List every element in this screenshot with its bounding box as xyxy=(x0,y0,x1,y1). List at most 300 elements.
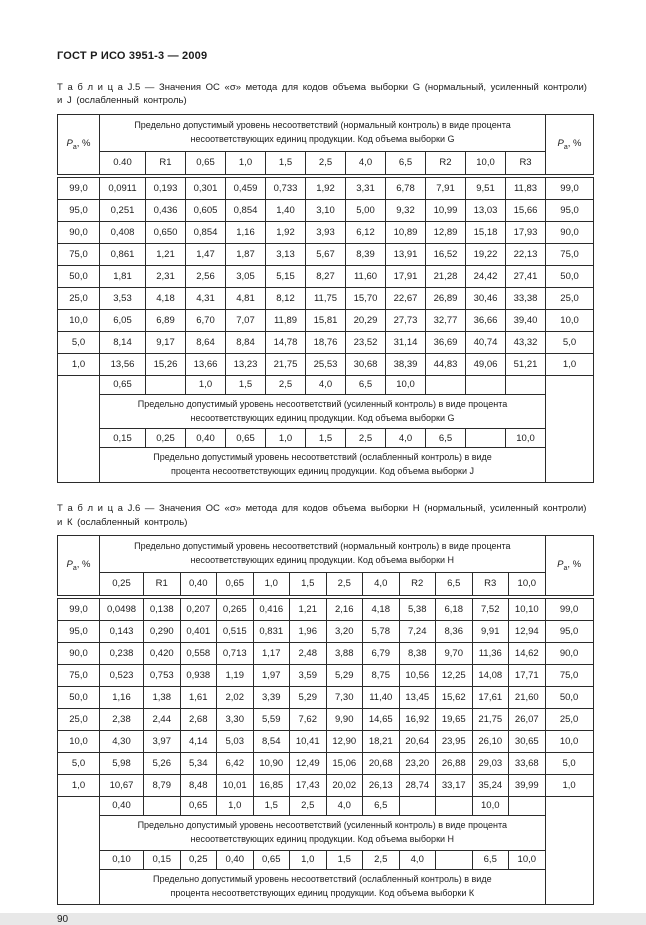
oc-value-cell: 1,16 xyxy=(100,686,144,708)
pa-value-cell: 95,0 xyxy=(58,620,100,642)
oc-value-cell: 7,24 xyxy=(399,620,436,642)
pa-value-cell: 10,0 xyxy=(546,309,594,331)
aql-code-cell xyxy=(144,796,181,815)
aql-code-cell: 1,5 xyxy=(290,572,327,597)
oc-value-cell: 29,03 xyxy=(472,752,509,774)
aql-code-cell: 10,0 xyxy=(506,429,546,448)
table-j5-title-line1: Т а б л и ц а J.5 — Значения ОС «σ» метода для кодов объема выборки G (нормальный, усиленный контроли) xyxy=(57,82,587,93)
aql-code-cell xyxy=(466,429,506,448)
oc-value-cell: 1,47 xyxy=(186,243,226,265)
oc-value-cell: 0,713 xyxy=(217,642,254,664)
oc-value-cell: 0,143 xyxy=(100,620,144,642)
oc-value-cell: 11,36 xyxy=(472,642,509,664)
table-row xyxy=(58,597,594,621)
aql-code-cell: 4,0 xyxy=(306,375,346,394)
oc-value-cell: 0,854 xyxy=(226,199,266,221)
aql-code-cell: 0,25 xyxy=(180,850,217,869)
table-row xyxy=(58,199,594,221)
pa-value-cell: 90,0 xyxy=(545,642,593,664)
pa-value-cell: 1,0 xyxy=(545,774,593,796)
aql-code-cell: 10,0 xyxy=(386,375,426,394)
oc-value-cell: 15,66 xyxy=(506,199,546,221)
empty-pa-cell xyxy=(58,796,100,904)
aql-code-cell: 1,5 xyxy=(226,375,266,394)
oc-value-cell: 30,68 xyxy=(346,353,386,375)
pa-value-cell: 75,0 xyxy=(58,664,100,686)
oc-value-cell: 10,89 xyxy=(386,221,426,243)
pa-column-header: $P_a$, % xyxy=(58,535,100,597)
oc-value-cell: 7,07 xyxy=(226,309,266,331)
oc-value-cell: 3,93 xyxy=(306,221,346,243)
oc-value-cell: 4,18 xyxy=(363,597,400,621)
oc-value-cell: 0,459 xyxy=(226,176,266,200)
oc-value-cell: 14,65 xyxy=(363,708,400,730)
oc-value-cell: 1,61 xyxy=(180,686,217,708)
oc-value-cell: 15,18 xyxy=(466,221,506,243)
oc-value-cell: 11,60 xyxy=(346,265,386,287)
oc-value-cell: 9,91 xyxy=(472,620,509,642)
oc-value-cell: 0,416 xyxy=(253,597,290,621)
aql-code-cell: 0,40 xyxy=(217,850,254,869)
oc-value-cell: 5,29 xyxy=(290,686,327,708)
table-row xyxy=(58,730,594,752)
oc-value-cell: 51,21 xyxy=(506,353,546,375)
aql-code-cell: 0.40 xyxy=(100,151,146,176)
oc-value-cell: 8,36 xyxy=(436,620,473,642)
oc-value-cell: 5,03 xyxy=(217,730,254,752)
oc-value-cell: 6,42 xyxy=(217,752,254,774)
oc-value-cell: 0,436 xyxy=(146,199,186,221)
aql-code-cell xyxy=(509,796,546,815)
oc-value-cell: 26,07 xyxy=(509,708,546,730)
reduced-control-header: Предельно допустимый уровень несоответствий (ослабленный контроль) в виде процента несоответствующих единиц продукции. Код объема выборки J xyxy=(100,448,546,483)
oc-value-cell: 4,30 xyxy=(100,730,144,752)
reduced-codes-row xyxy=(58,850,594,869)
oc-value-cell: 8,75 xyxy=(363,664,400,686)
aql-code-cell: 2,5 xyxy=(306,151,346,176)
aql-code-cell: 6,5 xyxy=(363,796,400,815)
oc-value-cell: 8,64 xyxy=(186,331,226,353)
aql-code-cell: 1,0 xyxy=(253,572,290,597)
oc-value-cell: 4,18 xyxy=(146,287,186,309)
oc-value-cell: 18,76 xyxy=(306,331,346,353)
oc-value-cell: 24,42 xyxy=(466,265,506,287)
oc-value-cell: 3,53 xyxy=(100,287,146,309)
pa-value-cell: 25,0 xyxy=(58,287,100,309)
aql-code-cell: 0,40 xyxy=(186,429,226,448)
oc-value-cell: 12,90 xyxy=(326,730,363,752)
aql-code-cell: 1,5 xyxy=(266,151,306,176)
oc-value-cell: 1,17 xyxy=(253,642,290,664)
table-j6-title-line1: Т а б л и ц а J.6 — Значения ОС «σ» метода для кодов объема выборки Н (нормальный, усиленный контроли) xyxy=(57,503,587,515)
page-number: 90 xyxy=(57,913,69,925)
oc-value-cell: 3,59 xyxy=(290,664,327,686)
oc-value-cell: 21,75 xyxy=(472,708,509,730)
aql-code-cell: 2,5 xyxy=(346,429,386,448)
oc-value-cell: 11,75 xyxy=(306,287,346,309)
oc-value-cell: 26,10 xyxy=(472,730,509,752)
oc-value-cell: 0,515 xyxy=(217,620,254,642)
aql-code-cell: 0,65 xyxy=(217,572,254,597)
reduced-control-header: Предельно допустимый уровень несоответствий (ослабленный контроль) в виде процента несоответствующих единиц продукции. Код объема выборки К xyxy=(100,869,546,904)
oc-value-cell: 7,30 xyxy=(326,686,363,708)
pa-value-cell: 1,0 xyxy=(58,774,100,796)
oc-value-cell: 5,00 xyxy=(346,199,386,221)
aql-code-cell: R2 xyxy=(399,572,436,597)
oc-value-cell: 0,831 xyxy=(253,620,290,642)
table-j6-title xyxy=(57,502,593,529)
table-j6 xyxy=(57,535,594,905)
empty-pa-cell xyxy=(58,375,100,483)
oc-value-cell: 39,40 xyxy=(506,309,546,331)
pa-value-cell: 50,0 xyxy=(58,265,100,287)
table-j5-title-line2: и J (ослабленный контроль) xyxy=(57,95,187,107)
oc-value-cell: 40,74 xyxy=(466,331,506,353)
oc-value-cell: 0,523 xyxy=(100,664,144,686)
pa-column-header: $P_a$, % xyxy=(545,535,593,597)
aql-code-cell: R1 xyxy=(144,572,181,597)
oc-value-cell: 5,26 xyxy=(144,752,181,774)
aql-code-cell: 10,0 xyxy=(472,796,509,815)
tightened-codes-row xyxy=(58,375,594,394)
oc-value-cell: 1,81 xyxy=(100,265,146,287)
oc-value-cell: 14,78 xyxy=(266,331,306,353)
oc-value-cell: 1,16 xyxy=(226,221,266,243)
oc-value-cell: 13,56 xyxy=(100,353,146,375)
oc-value-cell: 2,31 xyxy=(146,265,186,287)
pa-value-cell: 99,0 xyxy=(58,176,100,200)
oc-value-cell: 5,98 xyxy=(100,752,144,774)
oc-value-cell: 8,38 xyxy=(399,642,436,664)
oc-value-cell: 20,02 xyxy=(326,774,363,796)
oc-value-cell: 13,23 xyxy=(226,353,266,375)
oc-value-cell: 0,854 xyxy=(186,221,226,243)
aql-code-cell: 10,0 xyxy=(509,850,546,869)
oc-value-cell: 3,31 xyxy=(346,176,386,200)
oc-value-cell: 0,251 xyxy=(100,199,146,221)
pa-value-cell: 75,0 xyxy=(545,664,593,686)
oc-value-cell: 0,301 xyxy=(186,176,226,200)
pa-value-cell: 25,0 xyxy=(58,708,100,730)
table-row xyxy=(58,265,594,287)
oc-value-cell: 6,12 xyxy=(346,221,386,243)
pa-value-cell: 90,0 xyxy=(546,221,594,243)
aql-code-cell: 4,0 xyxy=(363,572,400,597)
pa-value-cell: 95,0 xyxy=(58,199,100,221)
oc-value-cell: 5,78 xyxy=(363,620,400,642)
aql-code-cell: 2,5 xyxy=(290,796,327,815)
oc-value-cell: 36,66 xyxy=(466,309,506,331)
oc-value-cell: 19,65 xyxy=(436,708,473,730)
oc-value-cell: 0,290 xyxy=(144,620,181,642)
aql-code-cell xyxy=(399,796,436,815)
oc-value-cell: 44,83 xyxy=(426,353,466,375)
oc-value-cell: 27,73 xyxy=(386,309,426,331)
aql-code-cell: 10,0 xyxy=(509,572,546,597)
oc-value-cell: 12,94 xyxy=(509,620,546,642)
oc-value-cell: 15,62 xyxy=(436,686,473,708)
oc-value-cell: 9,90 xyxy=(326,708,363,730)
oc-value-cell: 8,84 xyxy=(226,331,266,353)
pa-value-cell: 95,0 xyxy=(545,620,593,642)
oc-value-cell: 6,70 xyxy=(186,309,226,331)
pa-value-cell: 50,0 xyxy=(58,686,100,708)
aql-code-cell: R2 xyxy=(426,151,466,176)
table-row xyxy=(58,774,594,796)
oc-value-cell: 19,22 xyxy=(466,243,506,265)
oc-value-cell: 1,38 xyxy=(144,686,181,708)
oc-value-cell: 30,65 xyxy=(509,730,546,752)
oc-value-cell: 0,861 xyxy=(100,243,146,265)
oc-value-cell: 3,39 xyxy=(253,686,290,708)
oc-value-cell: 4,14 xyxy=(180,730,217,752)
oc-value-cell: 21,75 xyxy=(266,353,306,375)
pa-value-cell: 10,0 xyxy=(545,730,593,752)
oc-value-cell: 22,13 xyxy=(506,243,546,265)
table-row xyxy=(58,708,594,730)
oc-value-cell: 17,93 xyxy=(506,221,546,243)
oc-value-cell: 38,39 xyxy=(386,353,426,375)
pa-value-cell: 50,0 xyxy=(545,686,593,708)
oc-value-cell: 13,91 xyxy=(386,243,426,265)
oc-value-cell: 12,89 xyxy=(426,221,466,243)
oc-value-cell: 23,52 xyxy=(346,331,386,353)
pa-column-header: $P_a$, % xyxy=(58,114,100,176)
oc-value-cell: 11,40 xyxy=(363,686,400,708)
pa-value-cell: 90,0 xyxy=(58,221,100,243)
oc-value-cell: 0,207 xyxy=(180,597,217,621)
table-row xyxy=(58,287,594,309)
table-row xyxy=(58,331,594,353)
aql-code-cell xyxy=(436,796,473,815)
oc-value-cell: 13,03 xyxy=(466,199,506,221)
oc-value-cell: 6,18 xyxy=(436,597,473,621)
oc-value-cell: 0,0498 xyxy=(100,597,144,621)
oc-value-cell: 2,48 xyxy=(290,642,327,664)
oc-value-cell: 0,408 xyxy=(100,221,146,243)
aql-code-cell: 4,0 xyxy=(346,151,386,176)
pa-value-cell: 99,0 xyxy=(546,176,594,200)
table-row xyxy=(58,642,594,664)
aql-code-cell xyxy=(506,375,546,394)
pa-value-cell: 10,0 xyxy=(58,309,100,331)
aql-code-cell: R3 xyxy=(472,572,509,597)
oc-value-cell: 9,70 xyxy=(436,642,473,664)
oc-value-cell: 11,83 xyxy=(506,176,546,200)
oc-value-cell: 5,15 xyxy=(266,265,306,287)
oc-value-cell: 12,49 xyxy=(290,752,327,774)
oc-value-cell: 0,0911 xyxy=(100,176,146,200)
table-row xyxy=(58,221,594,243)
oc-value-cell: 16,85 xyxy=(253,774,290,796)
aql-code-cell: 4,0 xyxy=(386,429,426,448)
oc-value-cell: 36,69 xyxy=(426,331,466,353)
oc-value-cell: 1,92 xyxy=(306,176,346,200)
oc-value-cell: 0,753 xyxy=(144,664,181,686)
oc-value-cell: 14,62 xyxy=(509,642,546,664)
oc-value-cell: 15,26 xyxy=(146,353,186,375)
oc-value-cell: 16,92 xyxy=(399,708,436,730)
oc-value-cell: 27,41 xyxy=(506,265,546,287)
oc-value-cell: 1,21 xyxy=(290,597,327,621)
oc-value-cell: 18,21 xyxy=(363,730,400,752)
pa-value-cell: 95,0 xyxy=(546,199,594,221)
oc-value-cell: 4,81 xyxy=(226,287,266,309)
table-row xyxy=(58,176,594,200)
oc-value-cell: 25,53 xyxy=(306,353,346,375)
aql-code-cell: 6,5 xyxy=(472,850,509,869)
oc-value-cell: 17,43 xyxy=(290,774,327,796)
oc-value-cell: 22,67 xyxy=(386,287,426,309)
normal-control-header: Предельно допустимый уровень несоответствий (нормальный контроль) в виде процента несоответствующих единиц продукции. Код объема выборки G xyxy=(100,114,546,151)
oc-value-cell: 31,14 xyxy=(386,331,426,353)
oc-value-cell: 6,89 xyxy=(146,309,186,331)
oc-value-cell: 33,68 xyxy=(509,752,546,774)
oc-value-cell: 1,97 xyxy=(253,664,290,686)
oc-value-cell: 7,62 xyxy=(290,708,327,730)
aql-code-cell: 0,15 xyxy=(144,850,181,869)
oc-value-cell: 13,45 xyxy=(399,686,436,708)
oc-value-cell: 0,938 xyxy=(180,664,217,686)
oc-value-cell: 5,67 xyxy=(306,243,346,265)
oc-value-cell: 1,87 xyxy=(226,243,266,265)
pa-value-cell: 5,0 xyxy=(58,752,100,774)
oc-value-cell: 0,401 xyxy=(180,620,217,642)
oc-value-cell: 8,48 xyxy=(180,774,217,796)
oc-value-cell: 2,44 xyxy=(144,708,181,730)
oc-value-cell: 32,77 xyxy=(426,309,466,331)
aql-code-cell: 0,25 xyxy=(100,572,144,597)
table-j6-block xyxy=(57,502,593,904)
aql-code-cell: 0,40 xyxy=(180,572,217,597)
table-j5-title xyxy=(57,81,593,108)
pa-value-cell: 1,0 xyxy=(546,353,594,375)
aql-code-cell: 1,0 xyxy=(217,796,254,815)
oc-value-cell: 1,92 xyxy=(266,221,306,243)
aql-code-cell: 0,65 xyxy=(226,429,266,448)
oc-value-cell: 33,38 xyxy=(506,287,546,309)
normal-control-header: Предельно допустимый уровень несоответствий (нормальный контроль) в виде процента несоответствующих единиц продукции. Код объема выборки Н xyxy=(100,535,546,572)
oc-value-cell: 43,32 xyxy=(506,331,546,353)
oc-value-cell: 21,28 xyxy=(426,265,466,287)
aql-code-cell: 0,40 xyxy=(100,796,144,815)
table-row xyxy=(58,243,594,265)
oc-value-cell: 9,17 xyxy=(146,331,186,353)
pa-value-cell: 5,0 xyxy=(546,331,594,353)
table-row xyxy=(58,686,594,708)
aql-code-cell: 0,65 xyxy=(253,850,290,869)
aql-code-cell: 6,5 xyxy=(436,572,473,597)
oc-value-cell: 10,41 xyxy=(290,730,327,752)
oc-value-cell: 10,56 xyxy=(399,664,436,686)
oc-value-cell: 17,61 xyxy=(472,686,509,708)
oc-value-cell: 2,16 xyxy=(326,597,363,621)
pa-value-cell: 10,0 xyxy=(58,730,100,752)
oc-value-cell: 0,733 xyxy=(266,176,306,200)
pa-value-cell: 50,0 xyxy=(546,265,594,287)
oc-value-cell: 3,13 xyxy=(266,243,306,265)
oc-value-cell: 3,97 xyxy=(144,730,181,752)
aql-code-cell: 4,0 xyxy=(399,850,436,869)
oc-value-cell: 3,10 xyxy=(306,199,346,221)
aql-code-cell: 0,65 xyxy=(100,375,146,394)
oc-value-cell: 10,10 xyxy=(509,597,546,621)
oc-value-cell: 14,08 xyxy=(472,664,509,686)
oc-value-cell: 8,27 xyxy=(306,265,346,287)
empty-pa-cell xyxy=(546,375,594,483)
pa-value-cell: 5,0 xyxy=(545,752,593,774)
pa-value-cell: 75,0 xyxy=(58,243,100,265)
oc-value-cell: 3,20 xyxy=(326,620,363,642)
aql-code-cell xyxy=(436,850,473,869)
oc-value-cell: 23,95 xyxy=(436,730,473,752)
aql-code-cell: 2,5 xyxy=(266,375,306,394)
oc-value-cell: 6,05 xyxy=(100,309,146,331)
oc-value-cell: 8,54 xyxy=(253,730,290,752)
oc-value-cell: 0,193 xyxy=(146,176,186,200)
oc-value-cell: 3,88 xyxy=(326,642,363,664)
oc-value-cell: 33,17 xyxy=(436,774,473,796)
oc-value-cell: 26,13 xyxy=(363,774,400,796)
oc-value-cell: 7,91 xyxy=(426,176,466,200)
aql-code-cell: R3 xyxy=(506,151,546,176)
oc-value-cell: 28,74 xyxy=(399,774,436,796)
oc-value-cell: 5,34 xyxy=(180,752,217,774)
pa-value-cell: 90,0 xyxy=(58,642,100,664)
oc-value-cell: 2,02 xyxy=(217,686,254,708)
aql-code-cell: 6,5 xyxy=(386,151,426,176)
oc-value-cell: 8,79 xyxy=(144,774,181,796)
pa-column-header: $P_a$, % xyxy=(546,114,594,176)
oc-value-cell: 2,68 xyxy=(180,708,217,730)
pa-value-cell: 25,0 xyxy=(545,708,593,730)
aql-code-cell: 2,5 xyxy=(363,850,400,869)
oc-value-cell: 20,68 xyxy=(363,752,400,774)
aql-code-cell: 10,0 xyxy=(466,151,506,176)
empty-pa-cell xyxy=(545,796,593,904)
tightened-codes-row xyxy=(58,796,594,815)
oc-value-cell: 9,32 xyxy=(386,199,426,221)
oc-value-cell: 20,64 xyxy=(399,730,436,752)
oc-value-cell: 15,06 xyxy=(326,752,363,774)
table-j5 xyxy=(57,114,594,484)
oc-value-cell: 1,19 xyxy=(217,664,254,686)
oc-value-cell: 26,89 xyxy=(426,287,466,309)
oc-value-cell: 5,59 xyxy=(253,708,290,730)
aql-code-cell: 0,65 xyxy=(180,796,217,815)
oc-value-cell: 30,46 xyxy=(466,287,506,309)
pa-value-cell: 75,0 xyxy=(546,243,594,265)
oc-value-cell: 15,70 xyxy=(346,287,386,309)
table-j6-title-line2: и К (ослабленный контроль) xyxy=(57,516,188,528)
oc-value-cell: 5,38 xyxy=(399,597,436,621)
table-row xyxy=(58,353,594,375)
oc-value-cell: 3,30 xyxy=(217,708,254,730)
document-standard-header: ГОСТ Р ИСО 3951-3 — 2009 xyxy=(57,50,208,62)
pa-value-cell: 25,0 xyxy=(546,287,594,309)
aql-code-cell xyxy=(466,375,506,394)
oc-value-cell: 11,89 xyxy=(266,309,306,331)
oc-value-cell: 0,605 xyxy=(186,199,226,221)
oc-value-cell: 2,56 xyxy=(186,265,226,287)
oc-value-cell: 35,24 xyxy=(472,774,509,796)
oc-value-cell: 49,06 xyxy=(466,353,506,375)
pa-value-cell: 99,0 xyxy=(58,597,100,621)
tightened-control-header: Предельно допустимый уровень несоответствий (усиленный контроль) в виде процента несоответствующих единиц продукции. Код объема выборки Н xyxy=(100,815,546,850)
oc-value-cell: 4,31 xyxy=(186,287,226,309)
aql-code-cell: 4,0 xyxy=(326,796,363,815)
tightened-control-header: Предельно допустимый уровень несоответствий (усиленный контроль) в виде процента несоответствующих единиц продукции. Код объема выборки G xyxy=(100,394,546,429)
